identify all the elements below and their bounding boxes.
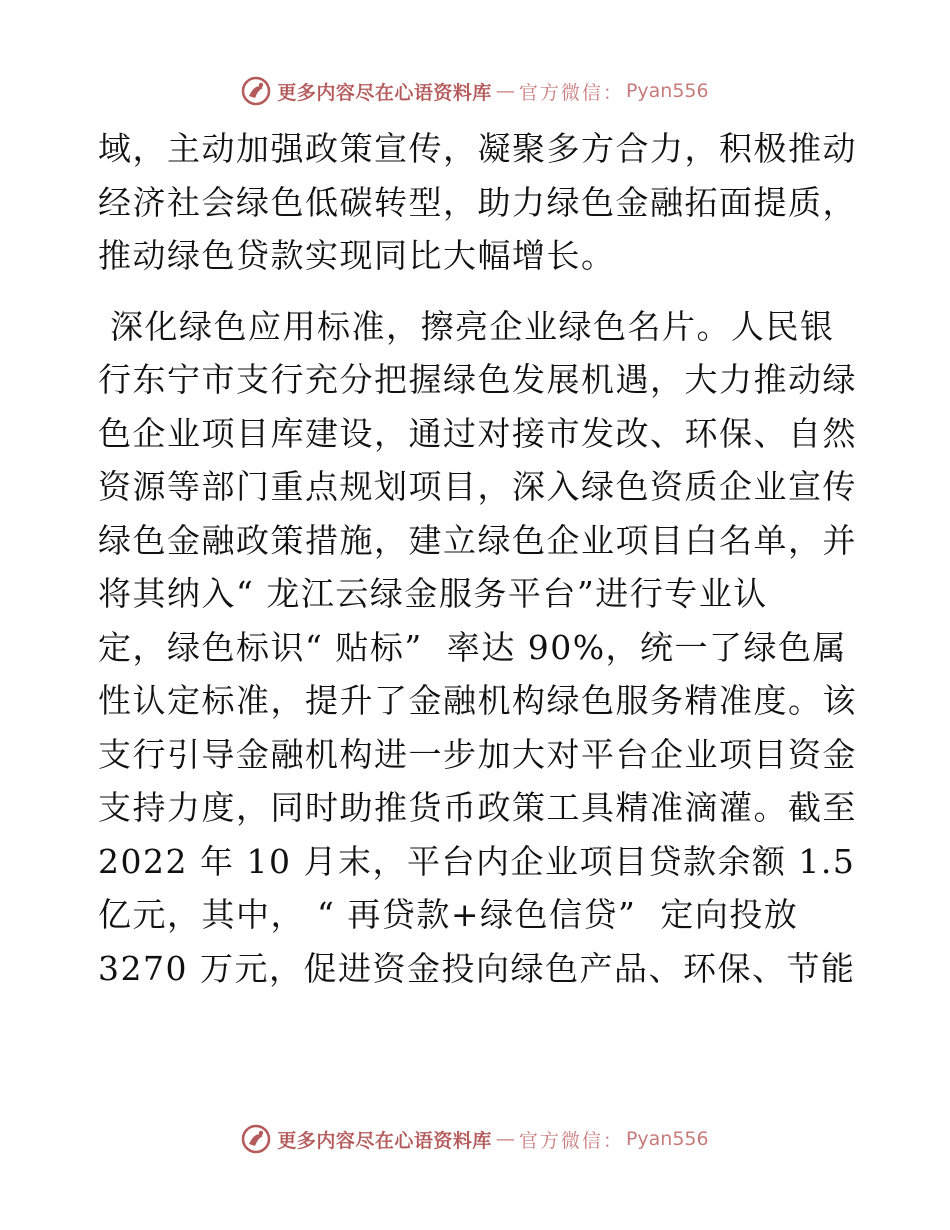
text-line: 定，绿色标识“ 贴标” 率达 90%，统一了绿色属: [98, 627, 848, 667]
text-line: 行东宁市支行充分把握绿色发展机遇，大力推动绿: [98, 360, 857, 399]
watermark-brand: 更多内容尽在心语资料库: [277, 81, 492, 104]
text-line: 将其纳入“ 龙江云绿金服务平台”进行专业认: [98, 574, 768, 613]
text-line: 推动绿色贷款实现同比大幅增长。: [98, 236, 616, 275]
watermark-separator: —: [495, 1128, 515, 1150]
paragraph-2: [98, 300, 857, 996]
seal-logo-icon: [241, 76, 271, 106]
text-line: 支持力度，同时助推货币政策工具精准滴灌。截至: [98, 788, 857, 827]
text-line: 经济社会绿色低碳转型，助力绿色金融拓面提质，: [98, 182, 857, 222]
footer-watermark: [0, 1119, 950, 1159]
text-line: 亿元，其中， “ 再贷款+绿色信贷” 定向投放: [98, 895, 799, 934]
watermark-wechat-id: Pyan556: [625, 1128, 709, 1150]
text-line: 深化绿色应用标准，擦亮企业绿色名片。人民银: [98, 306, 835, 346]
text-line: 域，主动加强政策宣传，凝聚多方合力，积极推动: [98, 129, 857, 168]
watermark-wechat-id: Pyan556: [625, 80, 709, 102]
watermark-separator: —: [495, 80, 515, 102]
text-line: 色企业项目库建设，通过对接市发改、环保、自然: [98, 413, 857, 453]
text-line: 绿色金融政策措施，建立绿色企业项目白名单，并: [98, 520, 857, 560]
text-line: 2022 年 10 月末，平台内企业项目贷款余额 1.5: [98, 841, 856, 881]
document-body: [98, 122, 857, 995]
header-watermark: [0, 71, 950, 111]
watermark-brand: 更多内容尽在心语资料库: [277, 1129, 492, 1152]
text-line: 性认定标准，提升了金融机构绿色服务精准度。该: [98, 681, 857, 720]
paragraph-1: [98, 122, 857, 283]
text-line: 支行引导金融机构进一步加大对平台企业项目资金: [98, 734, 857, 774]
text-line: 资源等部门重点规划项目，深入绿色资质企业宣传: [98, 467, 857, 506]
watermark-label: 官方微信：: [518, 1129, 624, 1152]
seal-logo-icon: [241, 1124, 271, 1154]
text-line: 3270 万元，促进资金投向绿色产品、环保、节能: [98, 948, 856, 988]
watermark-label: 官方微信：: [518, 81, 624, 104]
